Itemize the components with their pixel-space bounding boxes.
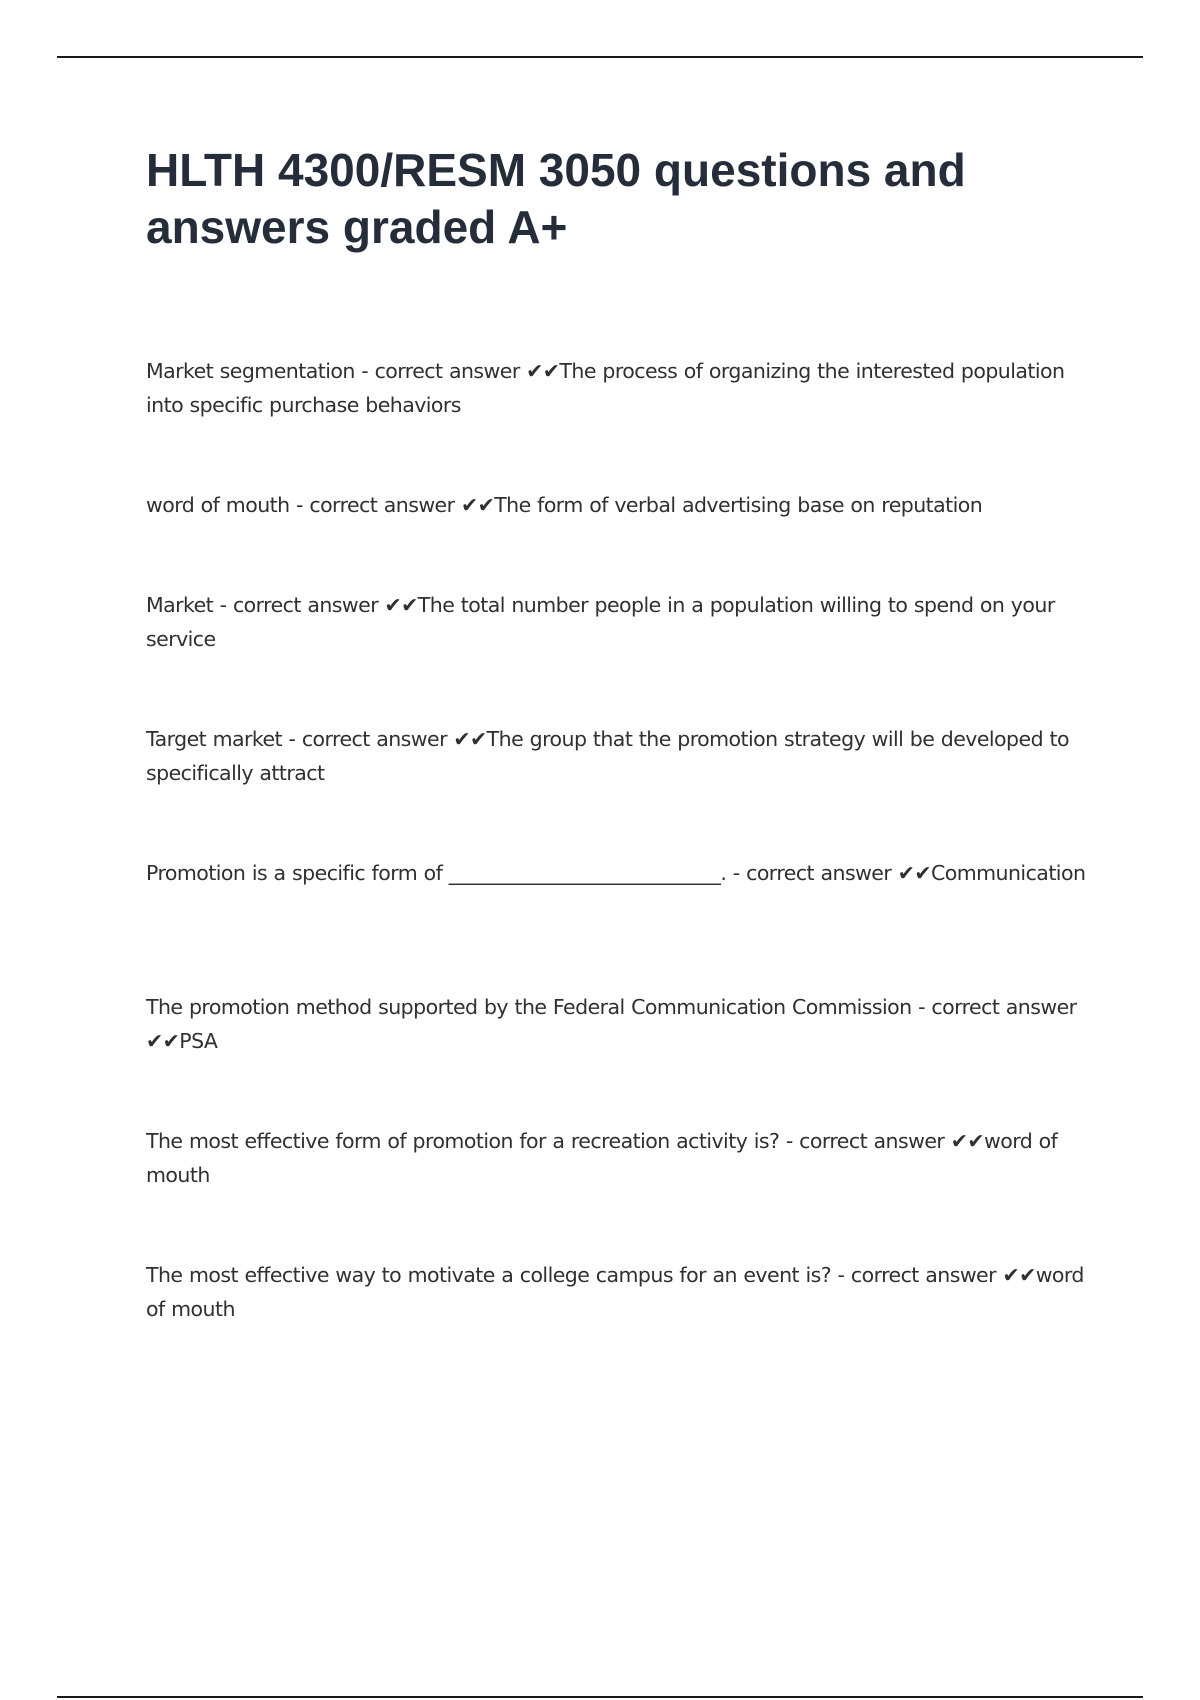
qa-list <box>146 354 1086 1392</box>
qa-item: The promotion method supported by the Federal Communication Commission - correct answer ✔✔PSA <box>146 995 1077 1053</box>
qa-item: The most effective way to motivate a college campus for an event is? - correct answer ✔✔word of mouth <box>146 1263 1084 1321</box>
qa-item: Market segmentation - correct answer ✔✔The process of organizing the interested population into specific purchase behaviors <box>146 359 1065 417</box>
qa-item: word of mouth - correct answer ✔✔The form of verbal advertising base on reputation <box>146 493 983 517</box>
bottom-rule <box>57 1696 1143 1698</box>
document-title: HLTH 4300/RESM 3050 questions and answers graded A+ <box>146 144 966 253</box>
qa-item: Market - correct answer ✔✔The total number people in a population willing to spend on your service <box>146 593 1055 651</box>
qa-item: The most effective form of promotion for a recreation activity is? - correct answer ✔✔word of mouth <box>146 1129 1058 1187</box>
qa-item: Target market - correct answer ✔✔The group that the promotion strategy will be developed to specifically attract <box>146 727 1069 785</box>
qa-item: Promotion is a specific form of ____________________________. - correct answer ✔✔Communication <box>146 861 1086 885</box>
top-rule <box>57 56 1143 58</box>
